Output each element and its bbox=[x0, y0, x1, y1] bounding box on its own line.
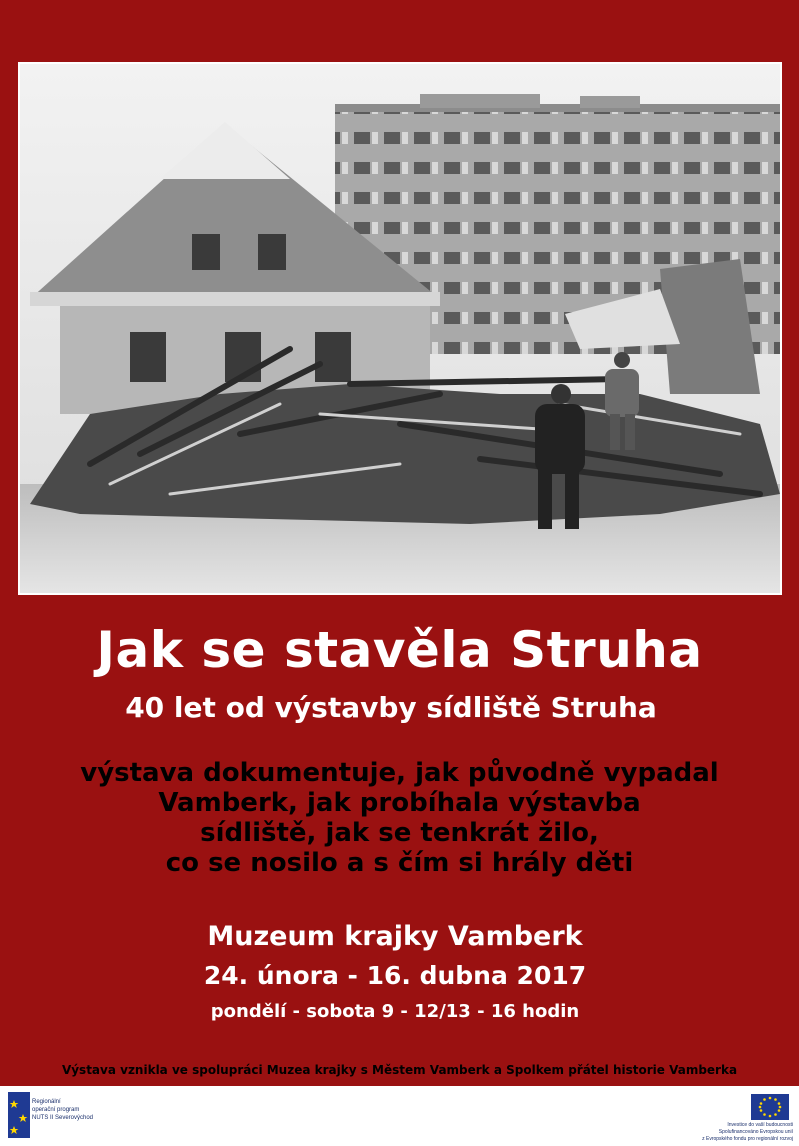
rop-logo-line: operační program bbox=[32, 1107, 80, 1113]
rop-logo bbox=[4, 1092, 124, 1142]
poster-subtitle: 40 let od výstavby sídliště Struha bbox=[125, 691, 657, 724]
eu-logo-text bbox=[673, 1122, 793, 1143]
venue-name: Muzeum krajky Vamberk bbox=[207, 921, 583, 952]
exhibition-dates: 24. února - 16. dubna 2017 bbox=[203, 961, 587, 990]
description-line: co se nosilo a s čím si hrály děti bbox=[165, 848, 634, 878]
description-line: výstava dokumentuje, jak původně vypadal bbox=[80, 758, 719, 788]
eu-logo-line: Spolufinancováno Evropskou unií bbox=[718, 1129, 793, 1135]
rop-logo-text bbox=[32, 1098, 132, 1122]
archival-photo bbox=[18, 62, 782, 595]
description-line: Vamberk, jak probíhala výstavba bbox=[158, 788, 641, 818]
sponsor-footer bbox=[0, 1086, 799, 1146]
demolition-photo-illustration bbox=[20, 64, 780, 593]
rop-logo-line: NUTS II Severovýchod bbox=[32, 1115, 94, 1121]
description-line: sídliště, jak se tenkrát žilo, bbox=[200, 818, 599, 848]
rop-logo-line: Regionální bbox=[32, 1099, 61, 1105]
eu-flag-icon bbox=[751, 1094, 789, 1120]
poster-title: Jak se stavěla Struha bbox=[96, 621, 703, 679]
eu-logo-line: z Evropského fondu pro regionální rozvoj bbox=[702, 1136, 793, 1142]
eu-logo-line: Investice do vaší budoucnosti bbox=[727, 1122, 793, 1128]
exhibition-description bbox=[0, 758, 799, 878]
eu-logo bbox=[673, 1092, 793, 1144]
cooperation-note: Výstava vznikla ve spolupráci Muzea krajky s Městem Vamberk a Spolkem přátel historie Vamberka bbox=[61, 1063, 738, 1077]
opening-hours: pondělí - sobota 9 - 12/13 - 16 hodin bbox=[210, 1001, 580, 1022]
